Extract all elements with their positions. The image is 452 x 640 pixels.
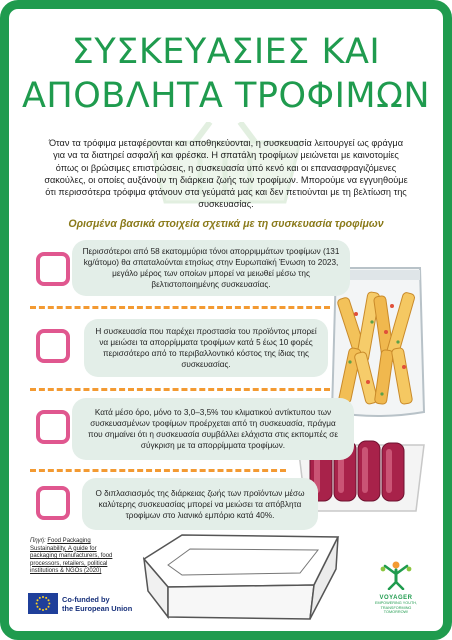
voyager-logo-icon	[377, 560, 415, 590]
eu-line-2: the European Union	[62, 603, 133, 613]
fact-3-box	[72, 398, 354, 460]
eu-line-1: Co-funded by	[62, 594, 110, 604]
voyager-tagline-1: EMPOWERING YOUTH,	[374, 601, 418, 605]
voyager-tagline-3: TOMORROW!	[383, 610, 409, 615]
voyager-logo	[364, 560, 428, 615]
fact-1-bullet-icon	[36, 252, 70, 286]
fact-3-divider	[30, 469, 286, 472]
source-line-4[interactable]: processors, retailers, political	[30, 560, 108, 567]
eu-flag-icon	[28, 593, 58, 614]
source-line-5[interactable]: institutions & NGOs (2020)	[30, 568, 102, 574]
fact-4-box	[82, 478, 318, 530]
fact-3-bullet-icon	[36, 410, 70, 444]
eu-cofunded-text	[62, 595, 132, 613]
fact-1-text: Περισσότεροι από 58 εκατομμύρια τόνοι απορριμμάτων τροφίμων (131 kg/άτομο) θα σπαταλούνται ετησίως στην Ευρωπαϊκή Ένωση το 2023, μεγάλο μέρος των οποίων μπορεί να μειωθεί μέσω της βελτιστοποιημένης συσκευασίας.	[82, 247, 340, 289]
fact-4-text: Ο διπλασιασμός της διάρκειας ζωής των προϊόντων μέσω καλύτερης συσκευασίας μπορεί να μειώσει τα απόβλητα τροφίμων στο λιανικό εμπόριο κατά 40%.	[95, 488, 305, 520]
fact-2-text: Η συσκευασία που παρέχει προστασία του προϊόντος μπορεί να μειώσει τα απορρίμματα τροφίμων κατά 5 έως 10 φορές περισσότερο από το περιβαλλοντικό κόστος της ίδιας της συσκευασίας.	[95, 327, 317, 369]
foam-container-illustration	[138, 525, 350, 625]
title-line-2: ΑΠΟΒΛΗΤΑ ΤΡΟΦΙΜΩΝ	[21, 76, 431, 116]
fact-2-box	[84, 319, 328, 377]
fact-4-bullet-icon	[36, 486, 70, 520]
fact-3-text: Κατά μέσο όρο, μόνο το 3,0–3,5% του κλιματικού αντίκτυπου των συσκευασμένων τροφίμων προέρχεται από τη συσκευασία, πράγμα που σημαίνει ότι η συσκευασία συμβάλλει ελάχιστα στις εκπομπές σε σύγκριση με τα απορρίμματα τροφίμων.	[88, 408, 338, 450]
eu-cofunded-logo	[28, 593, 132, 614]
intro-paragraph: Όταν τα τρόφιμα μεταφέρονται και αποθηκεύονται, η συσκευασία λειτουργεί ως φράγμα για να τα διατηρεί ασφαλή και φρέσκα. Η σπατάλη τροφίμων μειώνεται με καινοτομίες όπως οι βρώσιμες επιστρώσεις, η συσκευασία υπό κενό και οι επανασφραγιζόμενες σακούλες, οι οποίες αυξάνουν τη διάρκεια ζωής των τροφίμων. Μπορούμε να εγγυηθούμε ότι περισσότερα τρόφιμα φτάνουν στα γεύματά μας και δεν πετιούνται με τη βελτίωση της συσκευασίας.	[44, 138, 408, 210]
fact-1-box	[72, 240, 350, 296]
source-line-1[interactable]: Food Packaging	[47, 538, 91, 544]
page-title	[20, 30, 432, 118]
fact-1-divider	[30, 306, 330, 309]
source-citation	[30, 538, 150, 576]
source-line-3[interactable]: packaging manufacturers, food	[30, 553, 113, 559]
facts-subtitle: Ορισμένα βασικά στοιχεία σχετικά με τη συσκευασία τροφίμων	[68, 218, 384, 230]
fact-2-bullet-icon	[36, 329, 70, 363]
fact-2-divider	[30, 388, 330, 391]
source-line-2[interactable]: Sustainability, A guide for	[30, 545, 97, 552]
voyager-tagline-2: TRANSFORMING	[380, 605, 412, 610]
source-prefix: Πηγή:	[30, 538, 48, 544]
title-line-1: ΣΥΣΚΕΥΑΣΙΕΣ ΚΑΙ	[71, 32, 381, 72]
voyager-name: VOYAGER	[379, 595, 413, 601]
